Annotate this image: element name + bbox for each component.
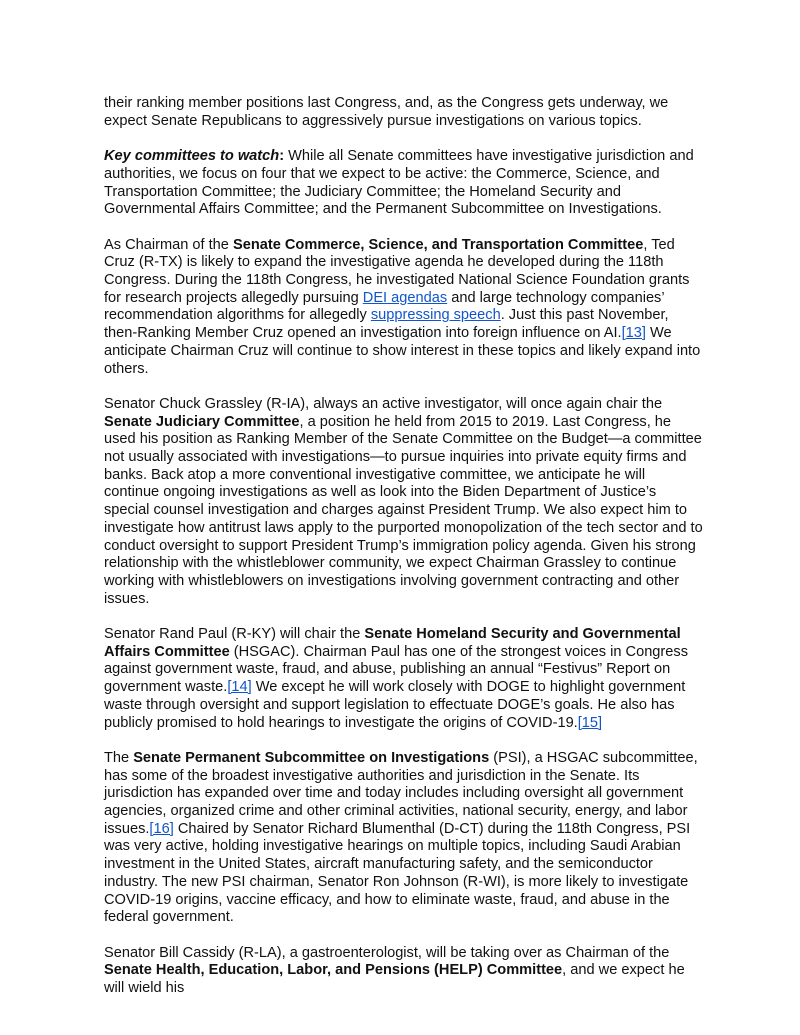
paragraph-key-committees: Key committees to watch: While all Senate committees have investigative jurisdiction and authorities, we focus on four that we expect to be active: the Commerce, Science, and Transportation Committee; the Judiciary Committee; the Homeland Security and Governmental Affairs Committee; and the Permanent Subcommittee on Investigations. [104,148,694,218]
suppressing-speech-link[interactable]: suppressing speech [370,307,501,324]
paragraph-1: their ranking member positions last Congress, and, as the Congress gets underway, we expect Senate Republicans to aggressively pursue investigations on various topics. [104,95,669,129]
commerce-committee-name: Senate Commerce, Science, and Transportation Committee [232,236,644,253]
footnote-16-link[interactable]: [16] [149,820,174,837]
paragraph-help: Senator Bill Cassidy (R-LA), a gastroenterologist, will be taking over as Chairman of the Senate Health, Education, Labor, and Pensions (HELP) Committee, and we expect he will wield his [104,944,685,997]
paragraph-psi: The Senate Permanent Subcommittee on Investigations (PSI), a HSGAC subcommittee, has some of the broadest investigative authorities and jurisdiction in the Senate. Its jurisdiction has expanded over time and today includes including oversight all government agencies, organized crime and other criminal activities, national security, energy, and labor issues.[16] Chaired by Senator Richard Blumenthal (D-CT) during the 118th Congress, PSI was very active, holding investigative hearings on multiple topics, including Saudi Arabian investment in the United States, aircraft manufacturing safety, and the semiconductor industry. The new PSI chairman, Senator Ron Johnson (R-WI), is more likely to investigate COVID-19 origins, vaccine efficacy, and how to eliminate waste, fraud, and abuse in the federal government. [104,749,698,926]
paragraph-commerce: As Chairman of the Senate Commerce, Science, and Transportation Committee, Ted Cruz (R-TX) is likely to expand the investigative agenda he developed during the 118th Congress. During the 118th Congress, he investigated National Science Foundation grants for research projects allegedly pursuing DEI agendas and large technology companies’ recommendation algorithms for allegedly suppressing speech. Just this past November, then-Ranking Member Cruz opened an investigation into foreign influence on AI.[13] We anticipate Chairman Cruz will continue to show interest in these topics and likely expand into others. [104,236,701,377]
judiciary-committee-name: Senate Judiciary Committee [104,413,300,430]
document-page [104,95,704,1015]
key-committees-lead: Key committees to watch [104,148,280,165]
footnote-13-link[interactable]: [13] [621,325,646,342]
paragraph-judiciary: Senator Chuck Grassley (R-IA), always an active investigator, will once again chair the Senate Judiciary Committee, a position he held from 2015 to 2019. Last Congress, he used his position as Ranking Member of the Senate Committee on the Budget—a committee not usually associated with investigations—to pursue inquiries into private equity firms and banks. Back atop a more conventional investigative committee, we anticipate he will continue ongoing investigations as well as look into the Biden Department of Justice’s special counsel investigation and charges against President Trump. We also expect him to investigate how antitrust laws apply to the purported monopolization of the tech sector and to conduct oversight to support President Trump’s immigration policy agenda. Given his strong relationship with the whistleblower community, we expect Chairman Grassley to continue working with whistleblowers on investigations involving government contracting and other issues. [104,395,703,607]
psi-committee-name: Senate Permanent Subcommittee on Investigations [133,749,490,766]
footnote-14-link[interactable]: [14] [227,679,252,696]
paragraph-hsgac: Senator Rand Paul (R-KY) will chair the Senate Homeland Security and Governmental Affairs Committee (HSGAC). Chairman Paul has one of the strongest voices in Congress against government waste, fraud, and abuse, publishing an annual “Festivus” Report on government waste.[14] We except he will work closely with DOGE to highlight government waste through oversight and support legislation to effectuate DOGE’s goals. He also has publicly promised to hold hearings to investigate the origins of COVID-19.[15] [104,626,688,731]
help-committee-name: Senate Health, Education, Labor, and Pensions (HELP) Committee [104,962,563,979]
footnote-15-link[interactable]: [15] [577,714,603,731]
hsgac-committee-name: Senate Homeland Security and Governmental Affairs Committee [104,626,681,660]
dei-agendas-link[interactable]: DEI agendas [362,289,448,306]
